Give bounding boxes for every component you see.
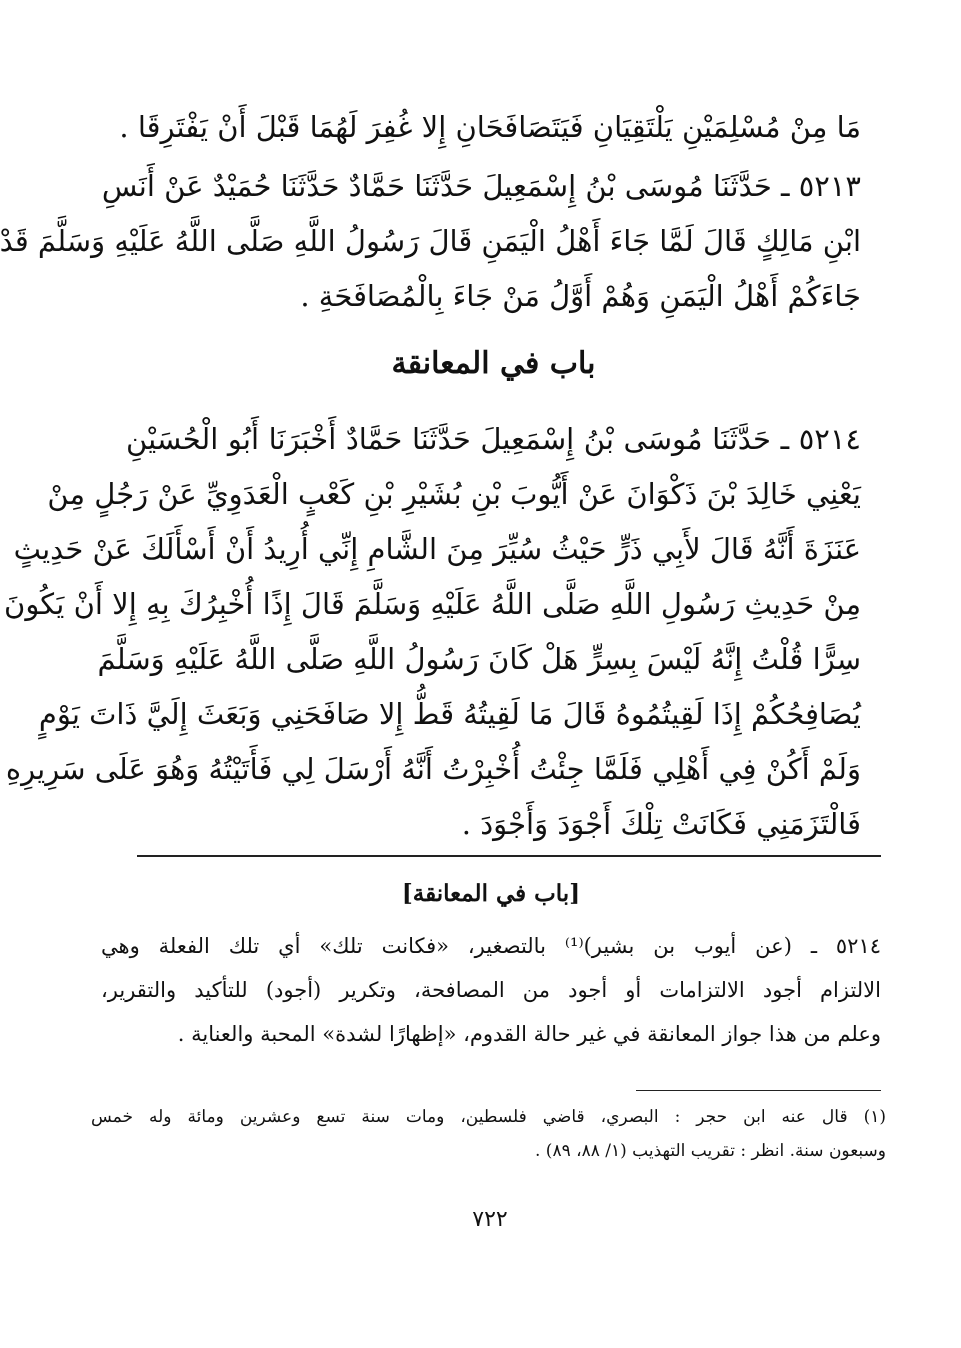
hadith-5214-line: مِنْ حَدِيثِ رَسُولِ اللَّهِ صَلَّى اللَّهُ عَلَيْهِ وَسَلَّمَ قَالَ إِذًا أُخْبِرُكَ بِهِ إِلا أَنْ يَكُونَ: [4, 587, 861, 621]
hadith-5214-line: سِرًّا قُلْتُ إِنَّهُ لَيْسَ بِسِرٍّ هَلْ كَانَ رَسُولُ اللَّهِ صَلَّى اللَّهُ عَلَيْهِ وَسَلَّمَ: [97, 642, 861, 676]
commentary-line: ٥٢١٤ ـ (عن أيوب بن بشير)⁽¹⁾ بالتصغير، «فكانت تلك» أي تلك الفعلة وهي: [101, 934, 882, 958]
hadith-5213-line: جَاءَكُمْ أَهْلُ الْيَمَنِ وَهُمْ أَوَّلُ مَنْ جَاءَ بِالْمُصَافَحَةِ .: [300, 279, 861, 313]
footnote-line: (١) قال عنه ابن حجر : البصري، قاضي فلسطين، ومات سنة تسع وعشرين ومائة وله خمس: [91, 1107, 886, 1127]
main-text: [0, 100, 861, 852]
hadith-5214-line: عَنَزَةَ أَنَّهُ قَالَ لأَبِي ذَرٍّ حَيْثُ سُيِّرَ مِنَ الشَّامِ إِنِّي أُرِيدُ أَنْ أَسْأَلَكَ عَنْ حَدِيثٍ: [13, 532, 861, 566]
hadith-5214-line: وَلَمْ أَكُنْ فِي أَهْلِي فَلَمَّا جِئْتُ أُخْبِرْتُ أَنَّهُ أَرْسَلَ لِي فَأَتَيْتُهُ وَهُوَ عَلَى سَرِيرِهِ: [5, 752, 861, 786]
hadith-5214-line: يَعْنِي خَالِدَ بْنَ ذَكْوَانَ عَنْ أَيُّوبَ بْنِ بُشَيْرِ بْنِ كَعْبٍ الْعَدَوِيِّ عَنْ رَجُلٍ مِنْ: [47, 477, 861, 511]
page-number: ٧٢٢: [472, 1207, 508, 1232]
commentary-section: [101, 870, 881, 1056]
footnote-line: وسبعون سنة. انظر : تقريب التهذيب (١/ ٨٨، ٨٩) .: [534, 1141, 886, 1161]
hadith-5213-line: ٥٢١٣ ـ حَدَّثَنَا مُوسَى بْنُ إِسْمَعِيلَ حَدَّثَنَا حَمَّادٌ حَدَّثَنَا حُمَيْدٌ عَنْ أَنَسِ: [101, 169, 861, 203]
chapter-heading: باب في المعانقة: [391, 346, 596, 381]
footnote-section: [91, 1100, 886, 1168]
footnote-divider: [636, 1090, 881, 1091]
section-divider: [137, 855, 881, 857]
hadith-5214-line: يُصَافِحُكُمْ إِذَا لَقِيتُمُوهُ قَالَ مَا لَقِيتُهُ قَطُّ إِلا صَافَحَنِي وَبَعَثَ إِلَيَّ ذَاتَ يَوْمٍ: [38, 697, 861, 731]
hadith-intro-line: مَا مِنْ مُسْلِمَيْنِ يَلْتَقِيَانِ فَيَتَصَافَحَانِ إِلا غُفِرَ لَهُمَا قَبْلَ أَنْ يَفْتَرِقَا .: [119, 110, 861, 144]
commentary-heading: [باب في المعانقة]: [401, 880, 581, 907]
hadith-5214-line: ٥٢١٤ ـ حَدَّثَنَا مُوسَى بْنُ إِسْمَعِيلَ حَدَّثَنَا حَمَّادٌ أَخْبَرَنَا أَبُو الْحُسَيْنِ: [126, 422, 861, 456]
hadith-5214-line: فَالْتَزَمَنِي فَكَانَتْ تِلْكَ أَجْوَدَ وَأَجْوَدَ .: [461, 807, 861, 841]
hadith-5213-line: ابْنِ مَالِكٍ قَالَ لَمَّا جَاءَ أَهْلُ الْيَمَنِ قَالَ رَسُولُ اللَّهِ صَلَّى اللَّهُ عَلَيْهِ وَسَلَّمَ قَدْ: [0, 224, 861, 258]
commentary-line: وعلم من هذا جواز المعانقة في غير حالة القدوم، «إظهارًا لشدة» المحبة والعناية .: [177, 1022, 881, 1046]
commentary-line: الالتزام أجود الالتزامات أو أجود من المصافحة، وتكرير (أجود) للتأكيد والتقرير،: [101, 978, 881, 1002]
